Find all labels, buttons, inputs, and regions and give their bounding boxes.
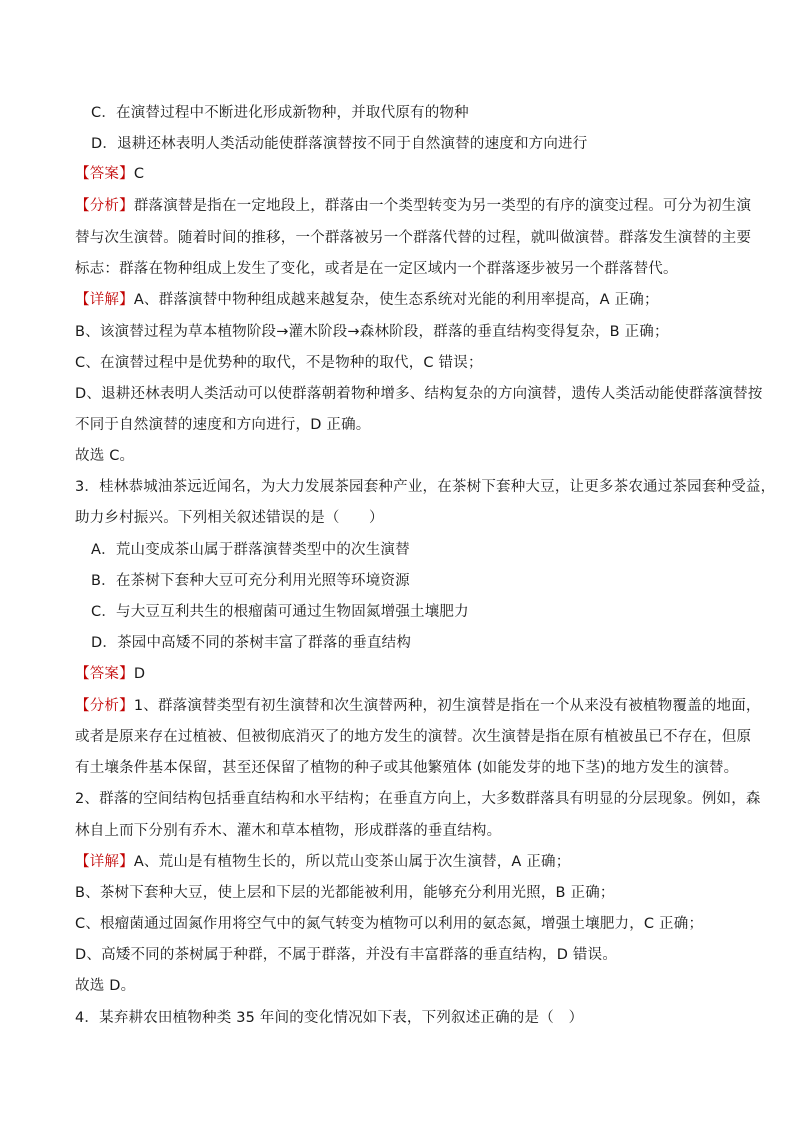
detail-line <box>75 852 570 872</box>
detail-line: B、茶树下套种大豆，使上层和下层的光都能被利用，能够充分利用光照，B 正确； <box>75 885 615 901</box>
detail-line <box>75 290 659 310</box>
analysis-line <box>75 696 761 716</box>
option-d: D．茶园中高矮不同的茶树丰富了群落的垂直结构 <box>91 635 412 651</box>
analysis-tag: 【分析】 <box>75 698 134 714</box>
option-c: C．与大豆互利共生的根瘤菌可通过生物固氮增强土壤肥力 <box>91 604 469 620</box>
analysis-line: 有土壤条件基本保留，甚至还保留了植物的种子或其他繁殖体 (如能发芽的地下茎)的地方发生的演替。 <box>75 760 739 776</box>
answer-line <box>75 164 144 184</box>
analysis-line: 林自上而下分别有乔木、灌木和草本植物，形成群落的垂直结构。 <box>75 823 502 839</box>
analysis-line: 替与次生演替。随着时间的推移，一个群落被另一个群落代替的过程，就叫做演替。群落发生演替的主要 <box>75 230 752 246</box>
answer-value: D <box>133 666 146 682</box>
option-c: C．在演替过程中不断进化形成新物种，并取代原有的物种 <box>91 105 469 121</box>
answer-value: C <box>133 166 145 182</box>
detail-tag: 【详解】 <box>75 854 134 870</box>
analysis-text: 群落演替是指在一定地段上，群落由一个类型转变为另一类型的有序的演变过程。可分为初生演 <box>133 198 752 214</box>
detail-line: C、在演替过程中是优势种的取代，不是物种的取代，C 错误； <box>75 355 483 371</box>
answer-tag: 【答案】 <box>75 666 134 682</box>
detail-line: B、该演替过程为草本植物阶段→灌木阶段→森林阶段，群落的垂直结构变得复杂，B 正确； <box>75 324 669 340</box>
detail-line: C、根瘤菌通过固氮作用将空气中的氮气转变为植物可以利用的氨态氮，增强土壤肥力，C 正确； <box>75 916 704 932</box>
option-a: A．荒山变成茶山属于群落演替类型中的次生演替 <box>91 542 410 558</box>
question-stem: 助力乡村振兴。下列相关叙述错误的是（ ） <box>75 510 384 526</box>
detail-line: D、高矮不同的茶树属于种群，不属于群落，并没有丰富群落的垂直结构，D 错误。 <box>75 947 618 963</box>
question-stem: 3．桂林恭城油茶远近闻名，为大力发展茶园套种产业，在茶树下套种大豆，让更多茶农通过茶园套种受益， <box>75 479 776 495</box>
choose-line: 故选 D。 <box>75 978 136 994</box>
analysis-line: 2、群落的空间结构包括垂直结构和水平结构；在垂直方向上，大多数群落具有明显的分层现象。例如，森 <box>75 791 761 807</box>
analysis-line: 标志：群落在物种组成上发生了变化，或者是在一定区域内一个群落逐步被另一个群落替代。 <box>75 261 678 277</box>
detail-text: A、荒山是有植物生长的，所以荒山变茶山属于次生演替，A 正确； <box>133 854 571 870</box>
analysis-text: 1、群落演替类型有初生演替和次生演替两种，初生演替是指在一个从来没有被植物覆盖的地面， <box>133 698 761 714</box>
analysis-line: 或者是原来存在过植被、但被彻底消灭了的地方发生的演替。次生演替是指在原有植被虽已不存在，但原 <box>75 729 752 745</box>
option-d: D．退耕还林表明人类活动能使群落演替按不同于自然演替的速度和方向进行 <box>91 136 588 152</box>
analysis-line <box>75 196 751 216</box>
detail-line: D、退耕还林表明人类活动可以使群落朝着物种增多、结构复杂的方向演替，遗传人类活动能使群落演替按 <box>75 386 763 402</box>
detail-tag: 【详解】 <box>75 292 134 308</box>
analysis-tag: 【分析】 <box>75 198 134 214</box>
answer-line <box>75 664 145 684</box>
answer-tag: 【答案】 <box>75 166 134 182</box>
detail-line: 不同于自然演替的速度和方向进行，D 正确。 <box>75 417 371 433</box>
choose-line: 故选 C。 <box>75 448 135 464</box>
option-b: B．在茶树下套种大豆可充分利用光照等环境资源 <box>91 573 410 589</box>
question-stem: 4．某弃耕农田植物种类 35 年间的变化情况如下表，下列叙述正确的是（ ） <box>75 1010 584 1026</box>
detail-text: A、群落演替中物种组成越来越复杂，使生态系统对光能的利用率提高，A 正确； <box>133 292 659 308</box>
